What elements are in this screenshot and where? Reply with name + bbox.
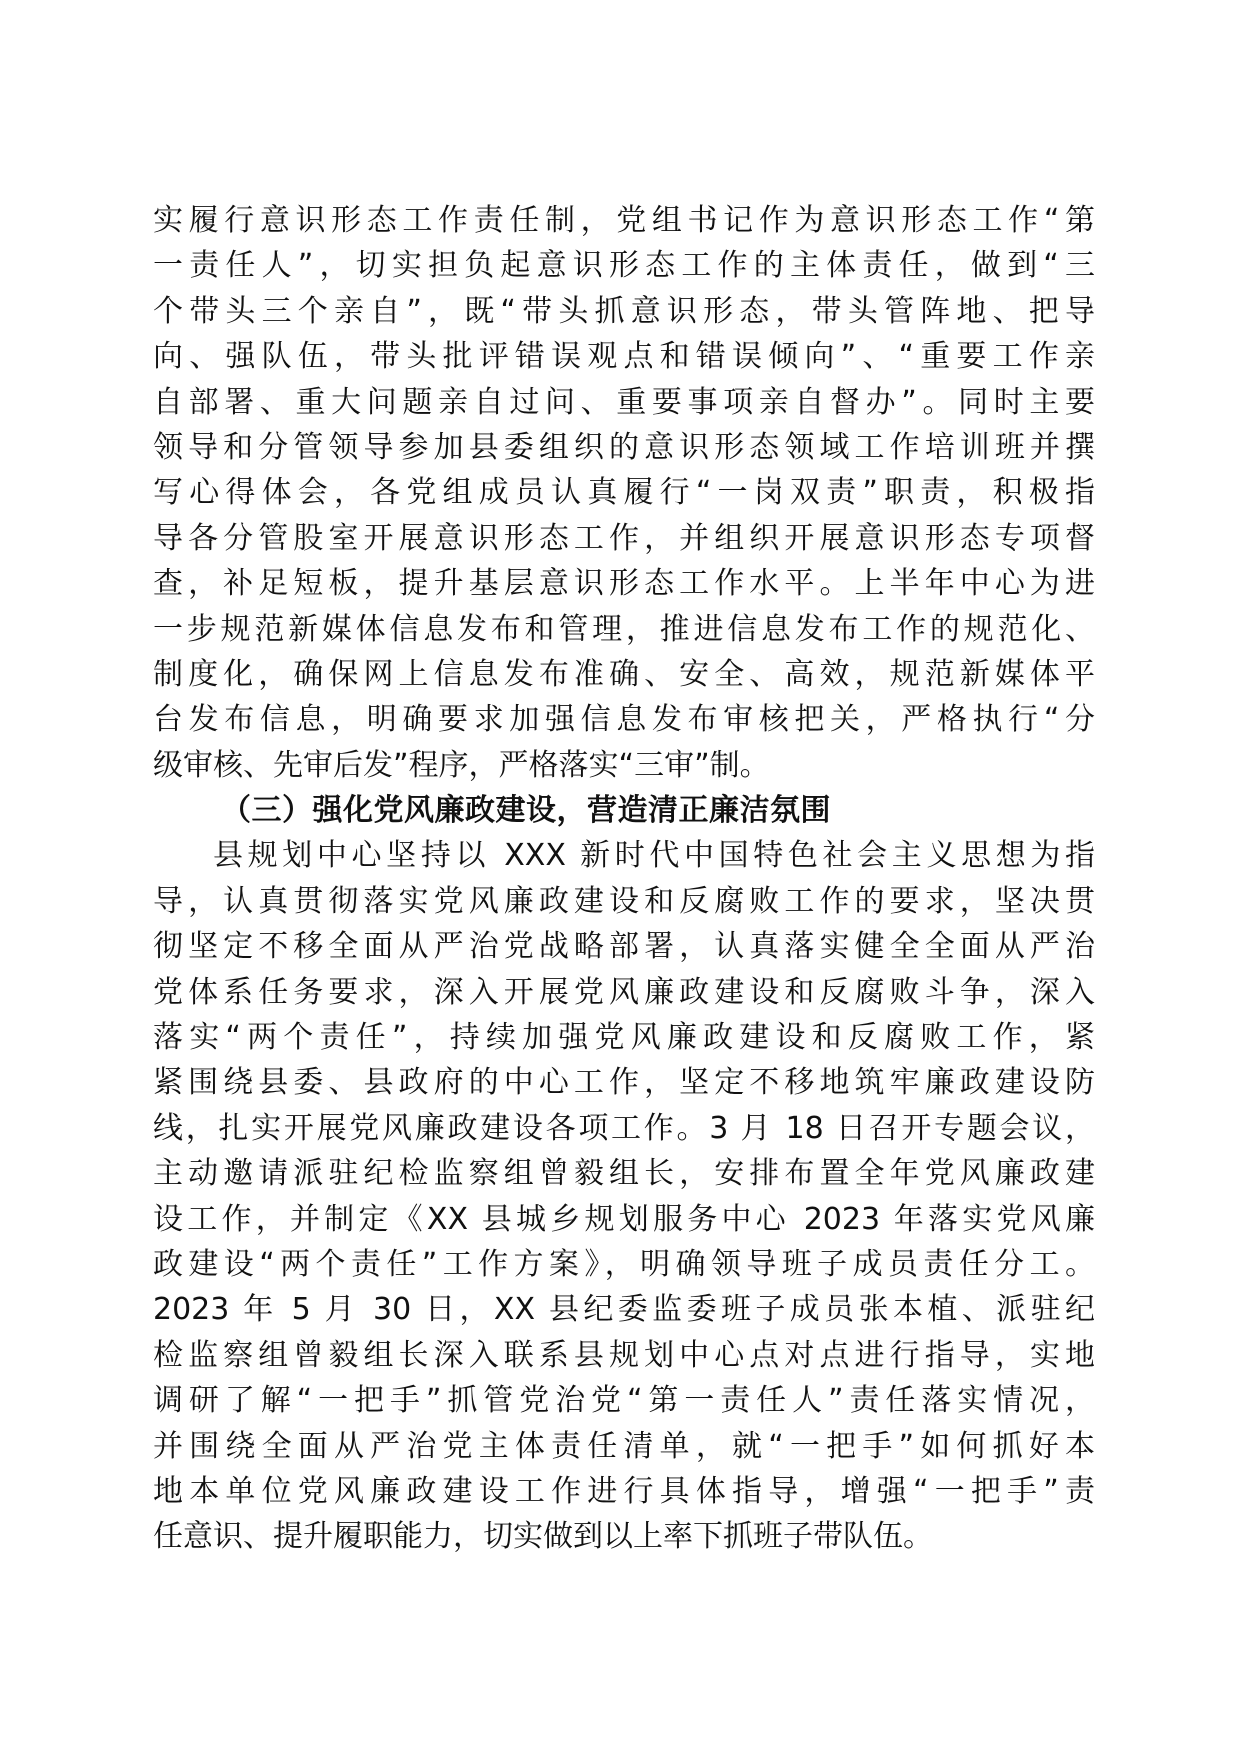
- body-line: 政建设“两个责任”工作方案》，明确领导班子成员责任分工。: [153, 1246, 1095, 1282]
- section-heading: （三）强化党风廉政建设，营造清正廉洁氛围: [221, 793, 831, 829]
- body-line: 落实“两个责任”，持续加强党风廉政建设和反腐败工作，紧: [153, 1020, 1095, 1056]
- document-body: [153, 198, 1095, 1560]
- body-line: 设工作，并制定《XX 县城乡规划服务中心 2023 年落实党风廉: [153, 1201, 1095, 1237]
- body-line: 调研了解“一把手”抓管党治党“第一责任人”责任落实情况，: [153, 1383, 1095, 1419]
- body-line: 线，扎实开展党风廉政建设各项工作。3 月 18 日召开专题会议，: [153, 1110, 1095, 1146]
- body-line: 一步规范新媒体信息发布和管理，推进信息发布工作的规范化、: [153, 611, 1095, 647]
- body-line-last: 任意识、提升履职能力，切实做到以上率下抓班子带队伍。: [153, 1519, 933, 1555]
- body-line: 彻坚定不移全面从严治党战略部署，认真落实健全全面从严治: [153, 929, 1095, 965]
- body-line: 向、强队伍，带头批评错误观点和错误倾向”、“重要工作亲: [153, 339, 1095, 375]
- body-line: 地本单位党风廉政建设工作进行具体指导，增强“一把手”责: [153, 1473, 1095, 1509]
- body-line: 制度化，确保网上信息发布准确、安全、高效，规范新媒体平: [153, 656, 1095, 692]
- body-line: 个带头三个亲自”，既“带头抓意识形态，带头管阵地、把导: [153, 293, 1095, 329]
- body-line: 党体系任务要求，深入开展党风廉政建设和反腐败斗争，深入: [153, 974, 1095, 1010]
- body-line: 自部署、重大问题亲自过问、重要事项亲自督办”。同时主要: [153, 384, 1095, 420]
- body-line-first: 县规划中心坚持以 XXX 新时代中国特色社会主义思想为指: [213, 838, 1095, 874]
- body-line: 查，补足短板，提升基层意识形态工作水平。上半年中心为进: [153, 566, 1095, 602]
- body-line: 并围绕全面从严治党主体责任清单，就“一把手”如何抓好本: [153, 1428, 1095, 1464]
- body-line: 检监察组曾毅组长深入联系县规划中心点对点进行指导，实地: [153, 1337, 1095, 1373]
- body-line: 领导和分管领导参加县委组织的意识形态领域工作培训班并撰: [153, 429, 1095, 465]
- body-line: 主动邀请派驻纪检监察组曾毅组长，安排布置全年党风廉政建: [153, 1156, 1095, 1192]
- body-line: 导各分管股室开展意识形态工作，并组织开展意识形态专项督: [153, 520, 1095, 556]
- body-line-last: 级审核、先审后发”程序，严格落实“三审”制。: [153, 747, 770, 783]
- body-line: 2023 年 5 月 30 日，XX 县纪委监委班子成员张本植、派驻纪: [153, 1292, 1095, 1328]
- body-line: 台发布信息，明确要求加强信息发布审核把关，严格执行“分: [153, 702, 1095, 738]
- body-line: 紧围绕县委、县政府的中心工作，坚定不移地筑牢廉政建设防: [153, 1065, 1095, 1101]
- body-line: 导，认真贯彻落实党风廉政建设和反腐败工作的要求，坚决贯: [153, 883, 1095, 919]
- body-line: 一责任人”，切实担负起意识形态工作的主体责任，做到“三: [153, 248, 1095, 284]
- body-line: 实履行意识形态工作责任制，党组书记作为意识形态工作“第: [153, 203, 1095, 238]
- body-line: 写心得体会，各党组成员认真履行“一岗双责”职责，积极指: [153, 475, 1095, 511]
